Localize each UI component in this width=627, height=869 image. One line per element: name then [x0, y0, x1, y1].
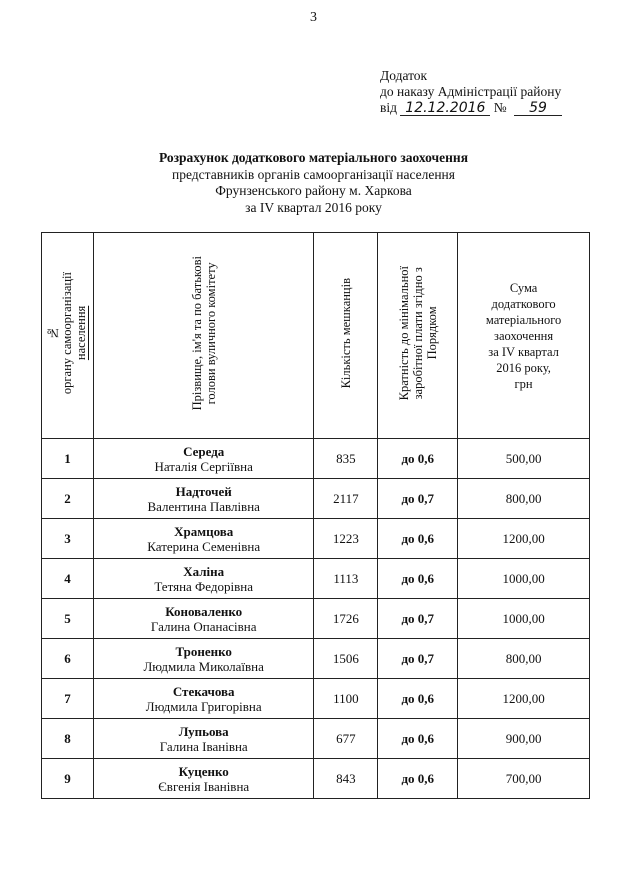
header-residents: [314, 233, 378, 439]
row-multiplier: до 0,6: [378, 679, 458, 719]
header-multiplier-line2: заробітної плати згідно з: [410, 267, 425, 400]
row-sum: 1000,00: [458, 559, 590, 599]
row-residents: 835: [314, 439, 378, 479]
row-residents: 1223: [314, 519, 378, 559]
number-prefix: №: [493, 100, 507, 115]
table-row: [42, 639, 590, 679]
title-line-4: за IV квартал 2016 року: [245, 199, 382, 215]
row-residents: 2117: [314, 479, 378, 519]
row-number: 1: [42, 439, 94, 479]
row-sum: 800,00: [458, 479, 590, 519]
table-row: [42, 719, 590, 759]
header-sum: [458, 233, 590, 439]
row-surname: Троненко: [175, 643, 232, 659]
page-number: 3: [310, 10, 317, 25]
header-sum-line2: додаткового: [491, 296, 556, 311]
row-fullname: [93, 559, 313, 599]
row-sum: 700,00: [458, 759, 590, 799]
header-number-line3: населення: [74, 306, 89, 361]
header-sum-line6: 2016 року,: [496, 360, 551, 375]
row-multiplier: до 0,7: [378, 479, 458, 519]
table-row: [42, 479, 590, 519]
header-multiplier-line3: Порядком: [424, 307, 439, 360]
row-multiplier: до 0,7: [378, 599, 458, 639]
row-sum: 900,00: [458, 719, 590, 759]
appendix-line-2: до наказу Адміністрації району: [380, 84, 562, 99]
header-sum-line7: грн: [514, 376, 533, 391]
row-given-names: Наталія Сергіївна: [154, 458, 253, 474]
row-residents: 1100: [314, 679, 378, 719]
header-number-symbol: №: [46, 326, 61, 341]
row-residents: 843: [314, 759, 378, 799]
row-given-names: Галина Іванівна: [159, 738, 248, 754]
row-number: 3: [42, 519, 94, 559]
row-multiplier: до 0,6: [378, 519, 458, 559]
row-residents: 677: [314, 719, 378, 759]
row-multiplier: до 0,6: [378, 719, 458, 759]
row-residents: 1506: [314, 639, 378, 679]
header-sum-line3: матеріального: [485, 312, 562, 327]
handwritten-number: 59: [514, 101, 562, 116]
row-sum: 1200,00: [458, 679, 590, 719]
header-residents-text: Кількість мешканців: [338, 278, 353, 389]
row-fullname: [93, 679, 313, 719]
row-multiplier: до 0,6: [378, 759, 458, 799]
row-surname: Стекачова: [172, 683, 235, 699]
appendix-note: [380, 68, 562, 116]
table-header-row: [42, 233, 590, 439]
header-fullname: [93, 233, 313, 439]
row-surname: Середа: [183, 443, 225, 459]
table-row: [42, 679, 590, 719]
row-surname: Надточей: [175, 483, 232, 499]
date-prefix: від: [380, 100, 397, 115]
header-sum-line1: Сума: [509, 280, 538, 295]
row-number: 4: [42, 559, 94, 599]
title-line-3: Фрунзенського району м. Харкова: [215, 183, 412, 198]
header-number: [42, 233, 94, 439]
row-fullname: [93, 439, 313, 479]
row-given-names: Тетяна Федорівна: [154, 578, 254, 594]
row-number: 9: [42, 759, 94, 799]
row-sum: 1000,00: [458, 599, 590, 639]
row-given-names: Галина Опанасівна: [150, 618, 257, 634]
appendix-line-1: Додаток: [380, 68, 428, 83]
row-number: 8: [42, 719, 94, 759]
header-multiplier-line1: Кратність до мінімальної: [396, 266, 411, 401]
row-fullname: [93, 599, 313, 639]
table-row: [42, 759, 590, 799]
header-number-line2: органу самоорганізації: [60, 272, 75, 395]
title-line-2: представників органів самоорганізації населення: [172, 166, 455, 182]
header-fullname-line1: Прізвище, ім'я та по батькові: [189, 256, 204, 411]
row-fullname: [93, 639, 313, 679]
row-multiplier: до 0,7: [378, 639, 458, 679]
title-line-1: Розрахунок додаткового матеріального заохочення: [158, 150, 469, 165]
table-row: [42, 519, 590, 559]
row-fullname: [93, 479, 313, 519]
row-number: 2: [42, 479, 94, 519]
bonus-table: [41, 232, 590, 799]
row-given-names: Катерина Семенівна: [147, 538, 261, 554]
row-number: 6: [42, 639, 94, 679]
row-surname: Храмцова: [174, 523, 234, 539]
row-surname: Куценко: [178, 763, 229, 779]
row-given-names: Людмила Григорівна: [145, 698, 262, 714]
row-given-names: Євгенія Іванівна: [158, 778, 250, 794]
row-number: 7: [42, 679, 94, 719]
row-surname: Лупьова: [178, 723, 229, 739]
row-fullname: [93, 519, 313, 559]
appendix-line-3: [380, 100, 562, 116]
table-row: [42, 559, 590, 599]
row-multiplier: до 0,6: [378, 559, 458, 599]
header-fullname-line2: голови вуличного комітету: [203, 262, 218, 405]
document-title: [0, 150, 627, 216]
row-given-names: Людмила Миколаївна: [143, 658, 264, 674]
table-row: [42, 599, 590, 639]
header-sum-line4: заохочення: [494, 328, 554, 343]
row-sum: 800,00: [458, 639, 590, 679]
table-row: [42, 439, 590, 479]
row-sum: 1200,00: [458, 519, 590, 559]
row-residents: 1726: [314, 599, 378, 639]
handwritten-date: 12.12.2016: [400, 101, 490, 116]
row-surname: Коноваленко: [165, 603, 243, 619]
row-residents: 1113: [314, 559, 378, 599]
header-sum-line5: за IV квартал: [488, 344, 559, 359]
row-given-names: Валентина Павлівна: [147, 498, 260, 514]
row-sum: 500,00: [458, 439, 590, 479]
row-fullname: [93, 719, 313, 759]
header-multiplier: [378, 233, 458, 439]
row-surname: Халіна: [183, 563, 225, 579]
row-number: 5: [42, 599, 94, 639]
row-fullname: [93, 759, 313, 799]
row-multiplier: до 0,6: [378, 439, 458, 479]
